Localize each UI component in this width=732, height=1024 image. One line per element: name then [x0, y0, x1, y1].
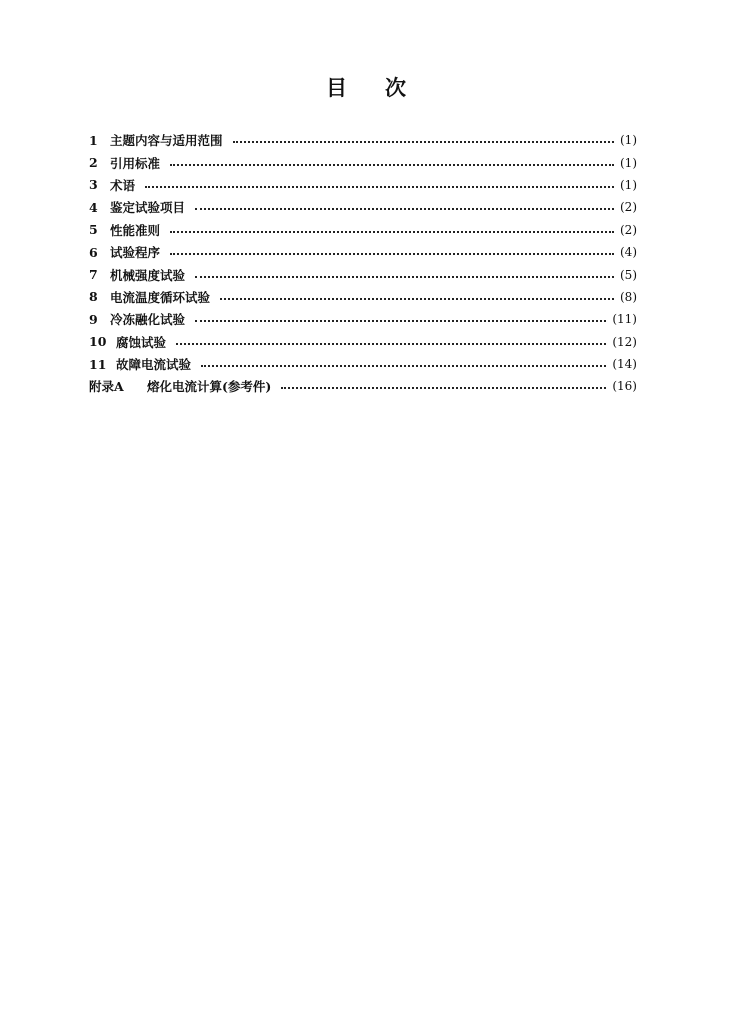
toc-dot-leader: [201, 365, 606, 367]
toc-entry-page: (1): [620, 177, 637, 192]
toc-dot-leader: [233, 141, 614, 143]
toc-dot-leader: [195, 276, 614, 278]
toc-entry[interactable]: [89, 174, 637, 196]
toc-entry-title: 电流温度循环试验: [110, 289, 211, 305]
toc-entry-title: 性能准则: [110, 222, 161, 238]
toc-entry-number: 11: [89, 356, 107, 372]
toc-entry[interactable]: [89, 353, 637, 375]
toc-entry[interactable]: [89, 196, 637, 218]
toc-dot-leader: [220, 298, 614, 300]
toc-entry-page: (4): [620, 245, 637, 260]
toc-entry-title: 机械强度试验: [110, 267, 186, 283]
toc-entry-title: 引用标准: [110, 155, 161, 171]
toc-entry-title: 鉴定试验项目: [110, 200, 186, 216]
toc-entry[interactable]: [89, 308, 637, 330]
toc-entry[interactable]: [89, 286, 637, 308]
toc-entry-number: 5: [89, 222, 98, 238]
toc-entry[interactable]: [89, 331, 637, 353]
toc-dot-leader: [145, 186, 614, 188]
toc-entry-page: (2): [620, 222, 637, 237]
toc-dot-leader: [281, 387, 606, 389]
toc-entry-number: 9: [89, 311, 98, 327]
toc-entry-number: 4: [89, 199, 98, 215]
toc-entry[interactable]: [89, 129, 637, 151]
toc-entry[interactable]: [89, 263, 637, 285]
toc-dot-leader: [176, 343, 606, 345]
toc-entry-number: 附录A: [89, 379, 124, 395]
toc-entry[interactable]: [89, 241, 637, 263]
toc-entry-title: 试验程序: [110, 245, 161, 261]
toc-entry-page: (16): [612, 379, 637, 394]
toc-entry-title: 主题内容与适用范围: [110, 133, 223, 149]
toc-entry-number: 2: [89, 155, 98, 171]
toc-list: [89, 129, 637, 398]
toc-dot-leader: [195, 208, 614, 210]
toc-entry[interactable]: [89, 151, 637, 173]
toc-entry-number: 7: [89, 267, 98, 283]
toc-entry-title: 冷冻融化试验: [110, 312, 186, 328]
toc-title: 目次: [326, 76, 444, 100]
toc-entry-page: (2): [620, 200, 637, 215]
toc-entry-page: (14): [612, 357, 637, 372]
toc-entry-number: 1: [89, 132, 98, 148]
toc-entry[interactable]: [89, 375, 637, 397]
toc-entry-page: (11): [612, 312, 637, 327]
toc-dot-leader: [170, 164, 614, 166]
toc-entry-number: 8: [89, 289, 98, 305]
toc-entry-page: (5): [620, 267, 637, 282]
toc-dot-leader: [170, 231, 614, 233]
toc-entry[interactable]: [89, 219, 637, 241]
toc-entry-page: (12): [612, 334, 637, 349]
toc-dot-leader: [195, 320, 606, 322]
toc-entry-title: 故障电流试验: [116, 357, 192, 373]
toc-entry-page: (1): [620, 155, 637, 170]
toc-entry-title: 术语: [110, 177, 136, 193]
toc-entry-page: (1): [620, 133, 637, 148]
toc-entry-number: 3: [89, 177, 98, 193]
toc-entry-page: (8): [620, 289, 637, 304]
toc-dot-leader: [170, 253, 614, 255]
toc-entry-title: 腐蚀试验: [116, 334, 167, 350]
toc-entry-number: 10: [89, 334, 107, 350]
toc-entry-title: 熔化电流计算(参考件): [147, 379, 272, 395]
toc-entry-number: 6: [89, 244, 98, 260]
